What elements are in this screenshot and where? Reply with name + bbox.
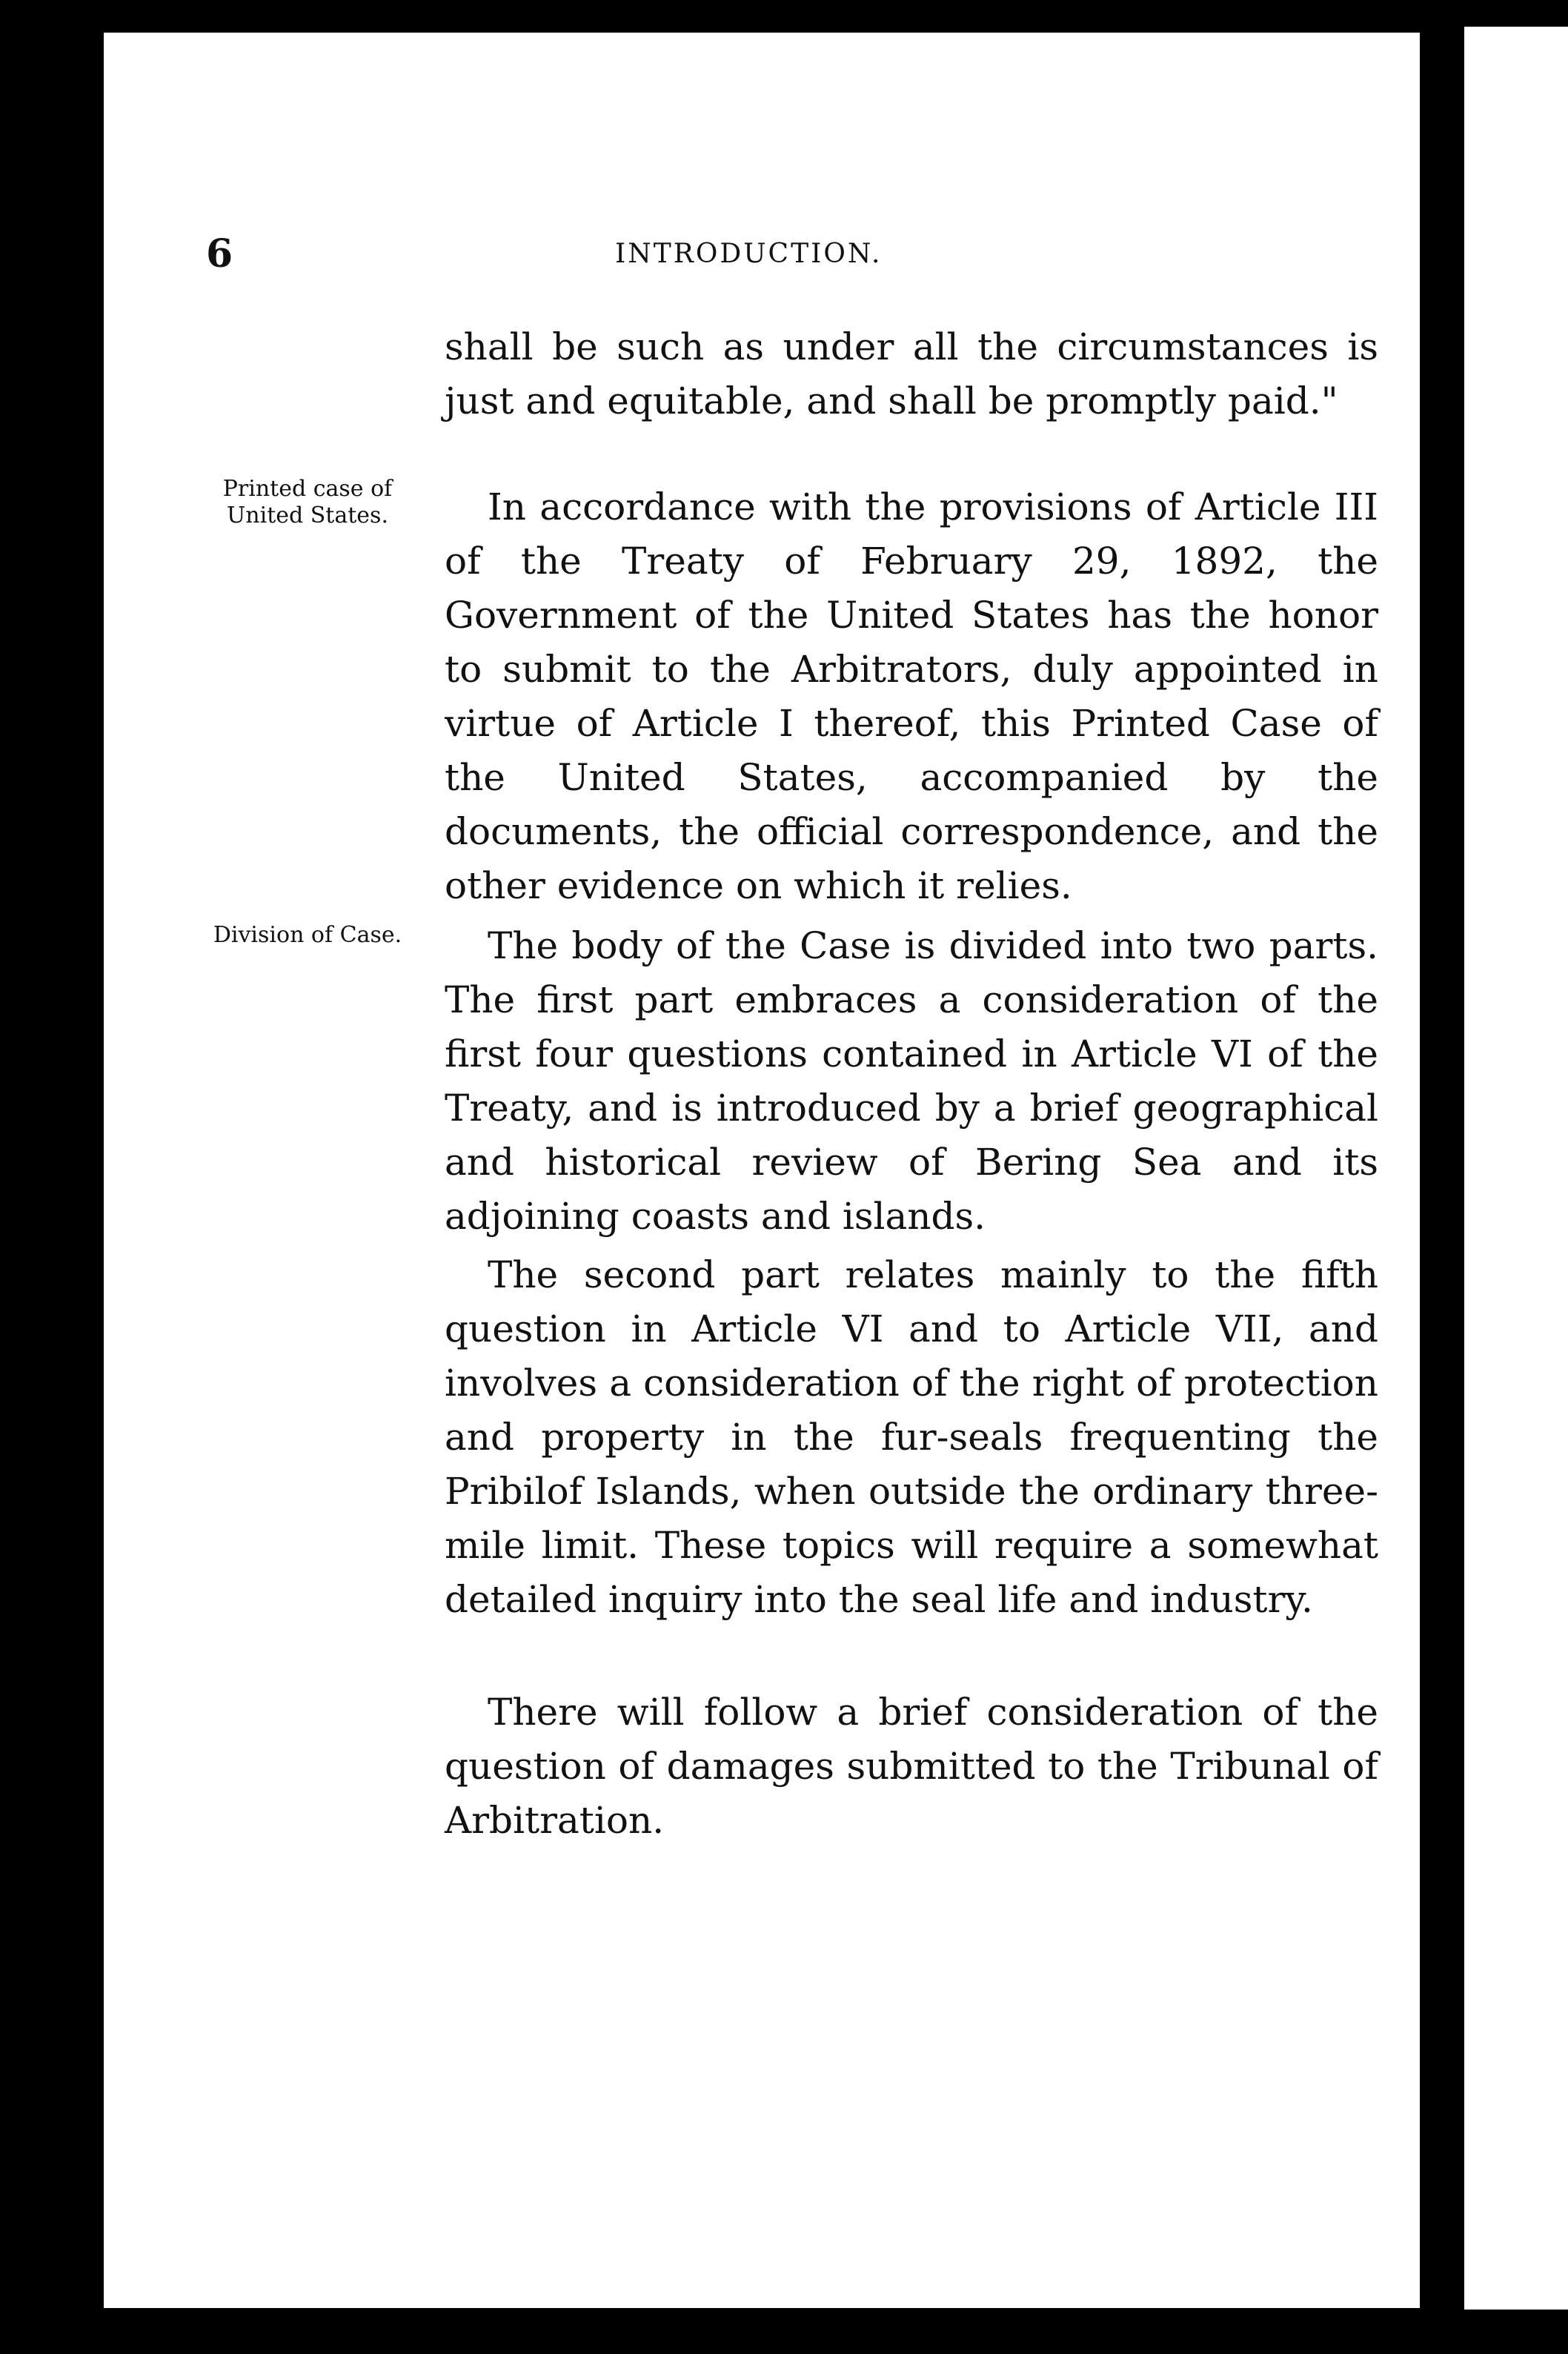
binding-gutter xyxy=(1420,33,1464,2308)
running-head: INTRODUCTION. xyxy=(615,239,883,269)
paragraph-continuation: shall be such as under all the circumstances is just and equitable, and shall be promptly paid." xyxy=(445,325,1378,422)
facing-page-edge xyxy=(1464,27,1568,2310)
paragraph-second-part: The second part relates mainly to the fifth question in Article VI and to Article VII, and involves a consideration of the right of protection and property in the fur-seals frequenting the Pribilof Islands, when outside the ordinary three-mile limit. These topics will require a somewhat detailed inquiry into the seal life and industry. xyxy=(445,1253,1378,1621)
paragraph-printed-case: In accordance with the provisions of Article III of the Treaty of February 29, 1892, the Government of the United States has the honor to submit to the Arbitrators, duly appointed in virtue of Article I thereof, this Printed Case of the United States, accompanied by the documents, the official correspondence, and the other evidence on which it relies. xyxy=(445,485,1378,907)
sidenote-printed-case: Printed case of United States. xyxy=(222,476,393,528)
paragraph-damages: There will follow a brief consideration of the question of damages submitted to the Tribunal of Arbitration. xyxy=(445,1691,1378,1842)
document-page xyxy=(104,33,1420,2308)
paragraph-division-of-case: The body of the Case is divided into two parts. The first part embraces a consideration of the first four questions contained in Article VI of the Treaty, and is introduced by a brief geographical and historical review of Bering Sea and its adjoining coasts and islands. xyxy=(445,924,1378,1238)
page-number: 6 xyxy=(206,231,233,276)
sidenote-division-of-case: Division of Case. xyxy=(213,922,402,948)
